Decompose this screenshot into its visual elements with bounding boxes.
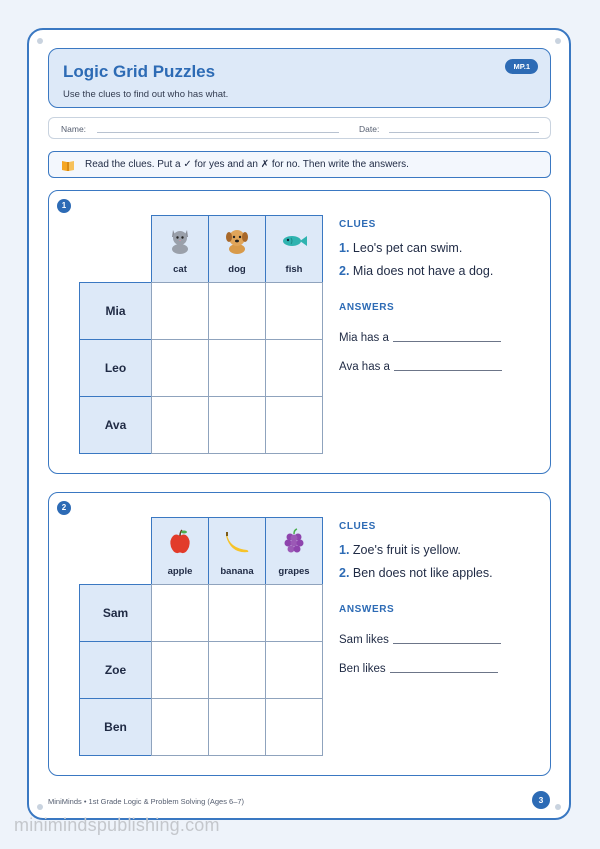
standard-badge: MP.1: [505, 59, 538, 74]
row-header: [79, 698, 152, 756]
grid-cell[interactable]: [151, 282, 209, 340]
clues-title: CLUES: [339, 219, 376, 230]
column-header-dog: [208, 215, 266, 283]
clue-item: [339, 241, 462, 255]
grid-cell[interactable]: [208, 584, 266, 642]
puzzle-number: 1: [57, 199, 71, 213]
cat-icon: [152, 226, 208, 259]
grid-cell[interactable]: [265, 641, 323, 699]
grapes-icon: [266, 528, 322, 561]
answers-title: ANSWERS: [339, 604, 395, 615]
grid-cell[interactable]: [265, 396, 323, 454]
clue-item: [339, 566, 493, 580]
name-field[interactable]: [97, 132, 339, 133]
clue-number: 1.: [339, 543, 350, 557]
answer-prompt: Mia has a: [339, 332, 389, 344]
page-subtitle: Use the clues to find out who has what.: [63, 89, 229, 100]
clue-text: Zoe's fruit is yellow.: [352, 543, 461, 557]
grid-cell[interactable]: [265, 698, 323, 756]
clue-number: 2.: [339, 566, 350, 580]
footer-text: MiniMinds • 1st Grade Logic & Problem Solving (Ages 6–7): [48, 797, 245, 806]
grid-cell[interactable]: [208, 698, 266, 756]
column-label: cat: [173, 264, 187, 275]
grid-cell[interactable]: [208, 282, 266, 340]
banana-icon: [209, 528, 265, 561]
clue-item: [339, 543, 461, 557]
clue-item: [339, 264, 493, 278]
instructions-box: [48, 151, 551, 178]
answer-prompt: Sam likes: [339, 634, 389, 646]
column-header-cat: [151, 215, 209, 283]
answer-blank[interactable]: [394, 370, 502, 371]
column-label: grapes: [278, 566, 310, 577]
answer-blank[interactable]: [393, 341, 501, 342]
clue-text: Mia does not have a dog.: [352, 264, 494, 278]
apple-icon: [152, 528, 208, 561]
clue-number: 2.: [339, 264, 350, 278]
puzzle-number: 2: [57, 501, 71, 515]
column-label: fish: [285, 264, 303, 275]
grid-cell[interactable]: [151, 698, 209, 756]
grid-cell[interactable]: [265, 339, 323, 397]
date-label: Date:: [359, 124, 380, 134]
column-header-grapes: [265, 517, 323, 585]
column-label: dog: [228, 264, 246, 275]
grid-cell[interactable]: [208, 396, 266, 454]
grid-cell[interactable]: [151, 584, 209, 642]
grid-cell[interactable]: [208, 641, 266, 699]
corner-dot: [37, 804, 43, 810]
grid-cell[interactable]: [265, 282, 323, 340]
column-label: apple: [167, 566, 193, 577]
puzzle-2: [48, 492, 551, 776]
clue-number: 1.: [339, 241, 350, 255]
clue-text: Ben does not like apples.: [352, 566, 493, 580]
row-header: [79, 339, 152, 397]
column-header-fish: [265, 215, 323, 283]
grid-cell[interactable]: [208, 339, 266, 397]
corner-dot: [37, 38, 43, 44]
puzzle-1: [48, 190, 551, 474]
answer-prompt: Ava has a: [339, 361, 390, 373]
clues-title: CLUES: [339, 521, 376, 532]
row-label: Sam: [102, 606, 129, 620]
instructions-text: Read the clues. Put a ✓ for yes and an ✗ for no. Then write the answers.: [85, 159, 409, 170]
grid-cell[interactable]: [265, 584, 323, 642]
row-label: Mia: [105, 304, 126, 318]
answer-blank[interactable]: [393, 643, 501, 644]
column-header-banana: [208, 517, 266, 585]
grid-cell[interactable]: [151, 339, 209, 397]
grid-cell[interactable]: [151, 396, 209, 454]
watermark: minimindspublishing.com: [14, 815, 220, 835]
row-label: Leo: [104, 361, 127, 375]
page-title: Logic Grid Puzzles: [63, 62, 216, 81]
corner-dot: [555, 804, 561, 810]
row-label: Zoe: [104, 663, 127, 677]
answer-line: [339, 361, 502, 373]
row-header: [79, 584, 152, 642]
answers-title: ANSWERS: [339, 302, 395, 313]
grid-cell[interactable]: [151, 641, 209, 699]
row-header: [79, 396, 152, 454]
column-label: banana: [220, 566, 254, 577]
date-field[interactable]: [389, 132, 539, 133]
name-label: Name:: [61, 124, 87, 134]
answer-line: [339, 663, 498, 675]
row-label: Ava: [104, 418, 127, 432]
answer-blank[interactable]: [390, 672, 498, 673]
name-date-row: [48, 117, 551, 139]
fish-icon: [266, 226, 322, 259]
clue-text: Leo's pet can swim.: [352, 241, 463, 255]
row-label: Ben: [104, 720, 127, 734]
corner-dot: [555, 38, 561, 44]
answer-line: [339, 634, 501, 646]
row-header: [79, 282, 152, 340]
worksheet-header: [48, 48, 551, 108]
answer-prompt: Ben likes: [339, 663, 386, 675]
column-header-apple: [151, 517, 209, 585]
book-icon: [61, 159, 75, 177]
dog-icon: [209, 226, 265, 259]
answer-line: [339, 332, 501, 344]
page-number: 3: [532, 791, 550, 809]
row-header: [79, 641, 152, 699]
